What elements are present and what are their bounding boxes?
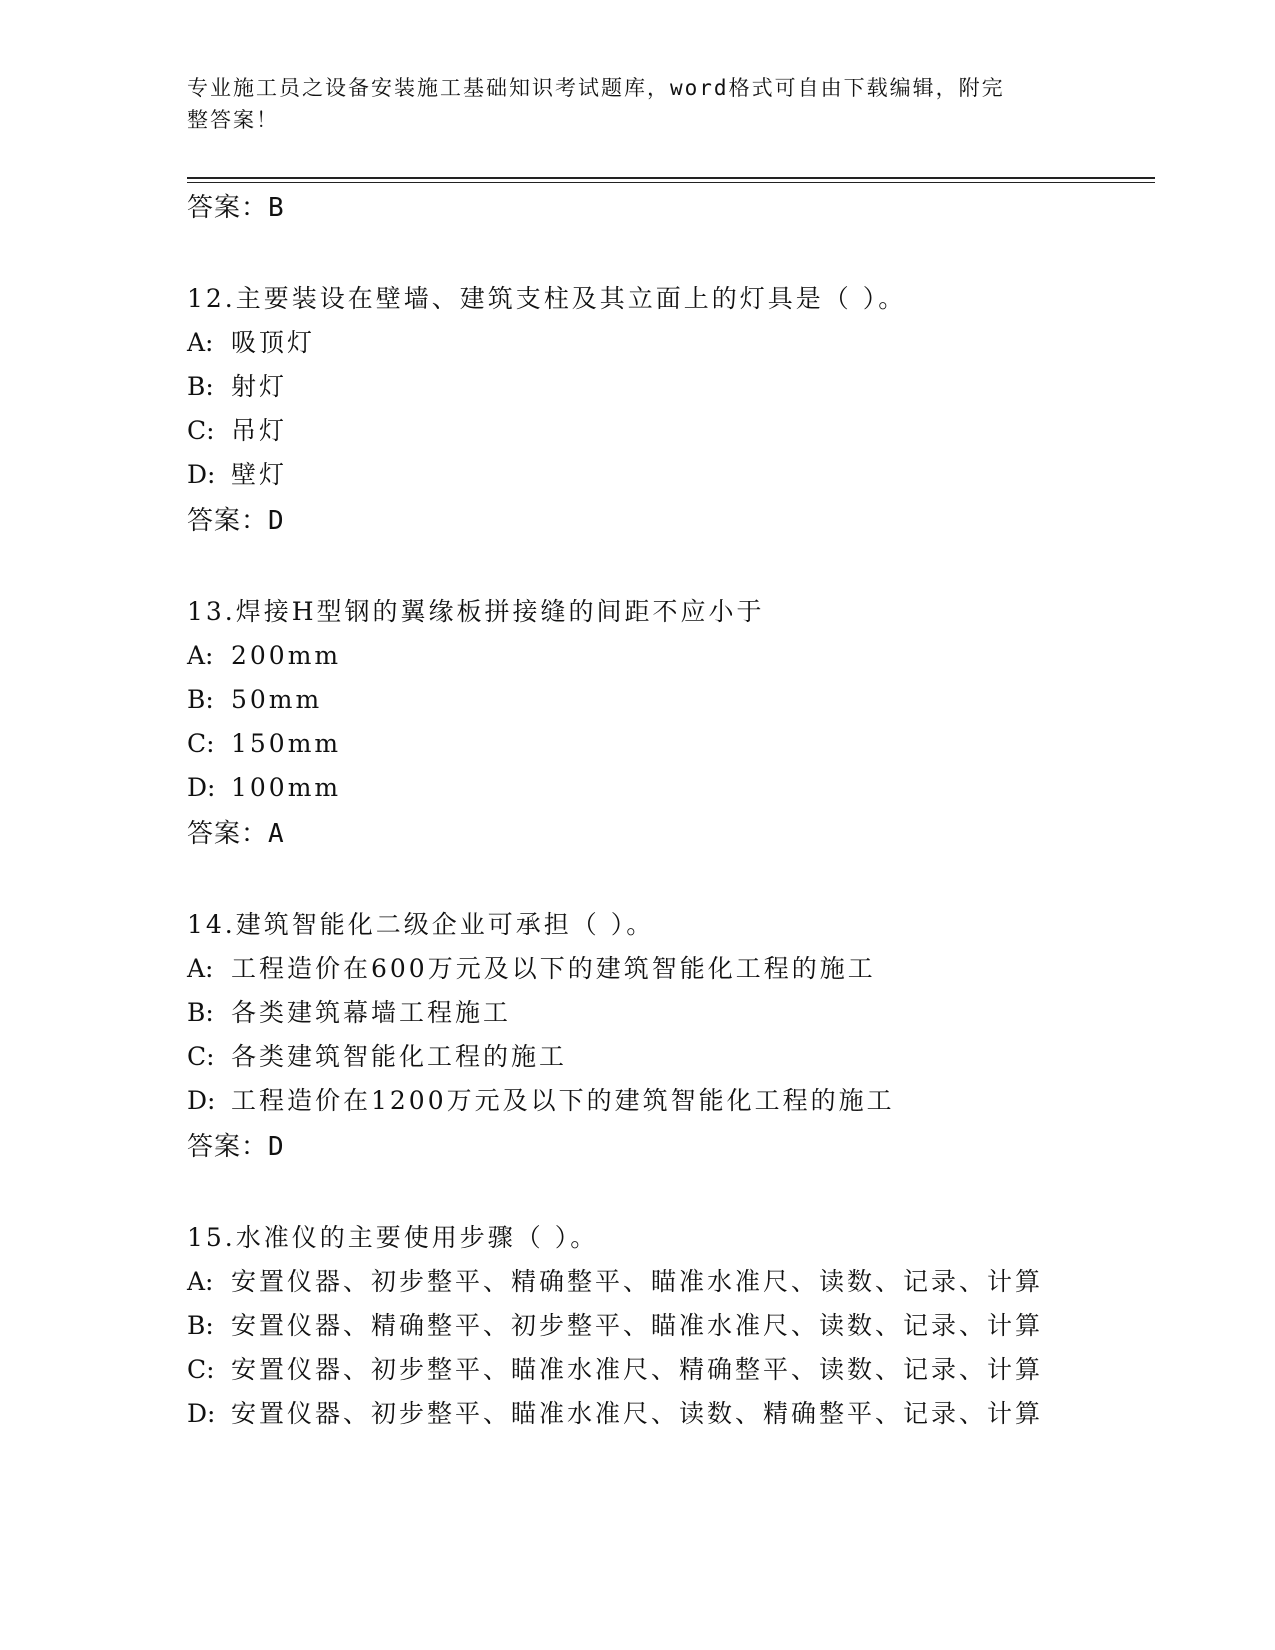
question-15-stem: 15.水准仪的主要使用步骤（ ）。 bbox=[187, 1223, 599, 1252]
option-letter: A: bbox=[187, 328, 214, 357]
option-text: 安置仪器、初步整平、瞄准水准尺、读数、精确整平、记录、计算 bbox=[231, 1399, 1044, 1428]
option-letter: B: bbox=[187, 685, 214, 714]
option-letter: D: bbox=[187, 460, 216, 489]
option-text: 各类建筑幕墙工程施工 bbox=[231, 998, 512, 1027]
question-14-option-a bbox=[187, 954, 876, 984]
question-13-stem: 13.焊接H型钢的翼缘板拼接缝的间距不应小于 bbox=[187, 597, 765, 626]
option-letter: D: bbox=[187, 1399, 216, 1428]
question-14-option-c bbox=[187, 1042, 567, 1072]
question-12-option-d bbox=[187, 460, 287, 490]
option-letter: A: bbox=[187, 1267, 214, 1296]
option-text: 工程造价在600万元及以下的建筑智能化工程的施工 bbox=[231, 954, 876, 983]
question-12-option-a bbox=[187, 328, 315, 358]
option-text: 吸顶灯 bbox=[231, 328, 316, 357]
option-text: 工程造价在1200万元及以下的建筑智能化工程的施工 bbox=[231, 1086, 895, 1115]
option-text: 50mm bbox=[231, 685, 323, 714]
option-text: 安置仪器、初步整平、精确整平、瞄准水准尺、读数、记录、计算 bbox=[231, 1267, 1044, 1296]
option-letter: D: bbox=[187, 773, 216, 802]
option-text: 各类建筑智能化工程的施工 bbox=[231, 1042, 568, 1071]
document-header bbox=[187, 72, 1067, 136]
question-13-option-c bbox=[187, 729, 341, 759]
question-12-answer: 答案：D bbox=[187, 506, 285, 536]
question-14-stem: 14.建筑智能化二级企业可承担（ ）。 bbox=[187, 910, 655, 939]
option-text: 壁灯 bbox=[231, 460, 288, 489]
option-letter: C: bbox=[187, 1042, 215, 1071]
question-12-stem: 12.主要装设在壁墙、建筑支柱及其立面上的灯具是（ ）。 bbox=[187, 284, 907, 313]
header-line-2: 整答案！ bbox=[187, 108, 279, 132]
question-13-option-b bbox=[187, 685, 322, 715]
header-divider-thick bbox=[187, 177, 1155, 179]
question-15-option-a bbox=[187, 1267, 1043, 1297]
question-15-option-b bbox=[187, 1311, 1043, 1341]
question-12-option-b bbox=[187, 372, 287, 402]
question-13-option-d bbox=[187, 773, 341, 803]
option-letter: D: bbox=[187, 1086, 216, 1115]
option-letter: B: bbox=[187, 372, 214, 401]
header-divider-thin bbox=[187, 182, 1155, 183]
option-text: 吊灯 bbox=[231, 416, 288, 445]
option-letter: A: bbox=[187, 641, 214, 670]
header-line-1: 专业施工员之设备安装施工基础知识考试题库，word格式可自由下载编辑，附完 bbox=[187, 76, 1005, 100]
option-letter: C: bbox=[187, 729, 215, 758]
question-13-option-a bbox=[187, 641, 341, 671]
question-14-option-b bbox=[187, 998, 511, 1028]
option-text: 150mm bbox=[231, 729, 342, 758]
question-14-answer: 答案：D bbox=[187, 1132, 285, 1162]
option-letter: C: bbox=[187, 1355, 215, 1384]
option-letter: B: bbox=[187, 998, 214, 1027]
question-14-option-d bbox=[187, 1086, 895, 1116]
option-text: 安置仪器、初步整平、瞄准水准尺、精确整平、读数、记录、计算 bbox=[231, 1355, 1044, 1384]
option-letter: B: bbox=[187, 1311, 214, 1340]
option-letter: C: bbox=[187, 416, 215, 445]
option-text: 安置仪器、精确整平、初步整平、瞄准水准尺、读数、记录、计算 bbox=[231, 1311, 1044, 1340]
option-text: 100mm bbox=[231, 773, 342, 802]
previous-answer: 答案：B bbox=[187, 193, 285, 223]
question-13-answer: 答案：A bbox=[187, 819, 285, 849]
option-text: 射灯 bbox=[231, 372, 288, 401]
option-text: 200mm bbox=[231, 641, 342, 670]
question-15-option-c bbox=[187, 1355, 1043, 1385]
question-15-option-d bbox=[187, 1399, 1043, 1429]
option-letter: A: bbox=[187, 954, 214, 983]
question-12-option-c bbox=[187, 416, 287, 446]
